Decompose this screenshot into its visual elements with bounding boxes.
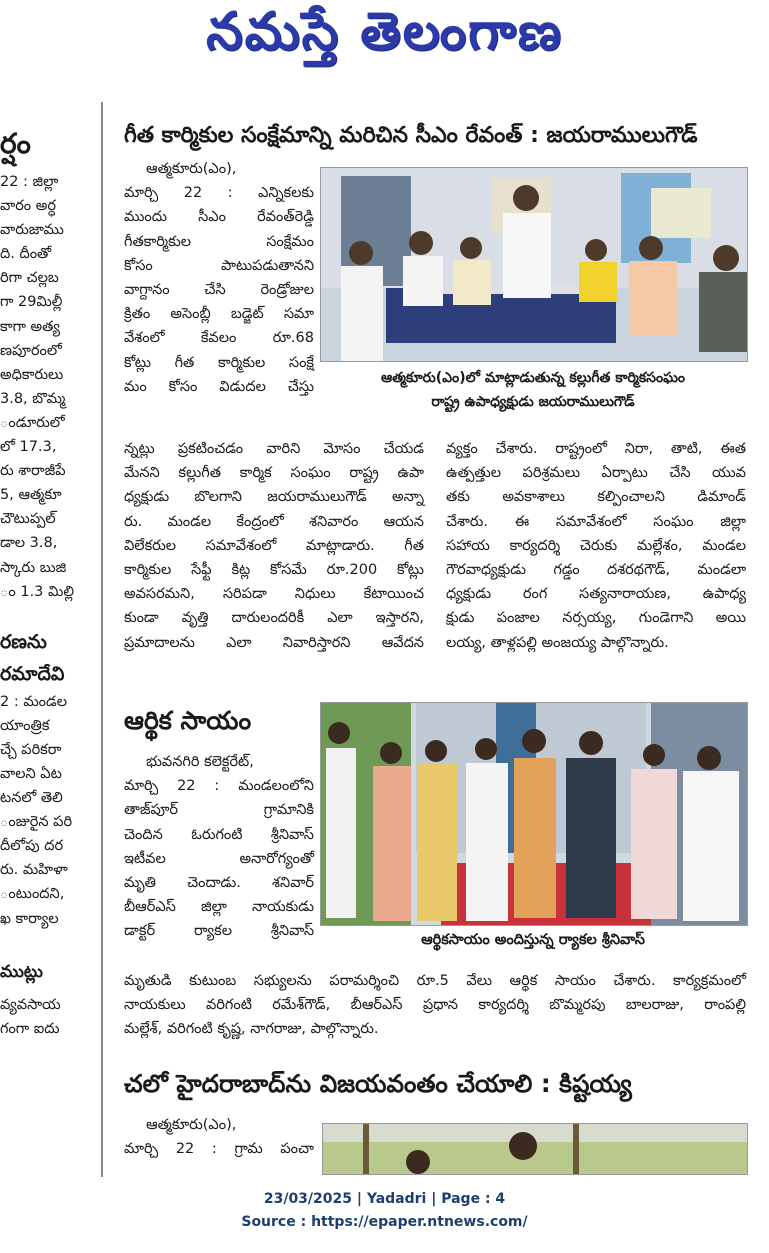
text-line: తాజ్‌పూర్ గ్రామానికి: [124, 802, 314, 819]
text-line: వారం అర్ధ: [0, 198, 56, 215]
text-line: చ్చే పరికరా: [0, 741, 62, 758]
text-line: కార్మికుల సేఫ్టీ కిట్ల కోసమే రూ.200 కోట్లు: [124, 562, 424, 579]
text-line: మార్చి 22 : మండలంలోని: [124, 778, 314, 795]
text-line: వ్యవసాయ: [0, 996, 61, 1013]
text-line: మార్చి 22 : గ్రామ పంచా: [124, 1141, 314, 1158]
text-line: 2 : మండల: [0, 693, 68, 710]
article2-headline: ఆర్థిక సాయం: [124, 706, 252, 735]
text-line: వేశంలో కేవలం రూ.68: [124, 330, 314, 347]
text-line: వారుజాము: [0, 222, 64, 239]
text-line: యాంత్రిక: [0, 717, 50, 734]
text-line: రు. మండల కేంద్రంలో శనివారం ఆయన: [124, 513, 424, 530]
article1-body-right: [446, 437, 746, 655]
masthead-title: నమస్తే తెలంగాణ: [206, 2, 563, 62]
left-heading-1: ర్షం: [0, 127, 31, 160]
text-line: స్కారు బుజి: [0, 559, 67, 576]
text-line: క్రితం అసెంబ్లీ బడ్జెట్ సమా: [124, 306, 314, 323]
text-line: లో 17.3,: [0, 439, 57, 456]
text-line: కాగా అత్య: [0, 318, 60, 335]
text-line: క్షుడు పంజాల నర్సయ్య, గుండెగాని అయి: [446, 610, 746, 627]
text-line: నాయకులు వరిగంటి రమేశ్‌గౌడ్, బీఆర్‌ఎస్ ప్రధాన కార్యదర్శి బొమ్మరపు బాలరాజు, రాంపల్లి: [124, 997, 746, 1014]
footer-date-edition: 23/03/2025 | Yadadri | Page : 4: [263, 1191, 506, 1207]
article3-headline: చలో హైదరాబాద్‌ను విజయవంతం చేయాలి : కిష్టయ్య: [124, 1069, 632, 1098]
text-line: 5, ఆత్మకూ: [0, 487, 62, 504]
text-line: విలేకరుల సమావేశంలో మాట్లాడారు. గీత: [124, 537, 424, 554]
text-line: న్నట్లు ప్రకటించడం వారిని మోసం చేయడ: [124, 441, 424, 457]
text-line: వాగ్దానం చేసి రెండ్రోజుల: [124, 282, 314, 299]
left-column: [0, 108, 98, 1041]
text-line: ఖ కార్యాల: [0, 910, 59, 927]
text-line: రిగా చల్లబ: [0, 270, 59, 287]
text-line: గీతకార్మికుల సంక్షేమం: [124, 233, 314, 250]
text-line: 22 : జిల్లా: [0, 174, 59, 190]
text-line: ధ్యక్షుడు రంగ సత్యనారాయణ, ఉపాధ్య: [446, 586, 746, 603]
text-line: ది. దీంతో: [0, 246, 52, 263]
text-line: మృతుడి కుటుంబ సభ్యులను పరామర్శించి రూ.5 వేలు ఆర్థిక సాయం చేశారు. కార్యక్రమంలో: [124, 973, 746, 989]
text-line: ణపూరంలో: [0, 342, 62, 359]
masthead: [0, 0, 769, 78]
left-lines-2: [0, 690, 98, 931]
column-divider: [101, 102, 103, 1177]
text-line: ంజురైన పరి: [0, 814, 73, 831]
text-line: ధ్యక్షుడు బొలగాని జయరాములుగౌడ్ అన్నా: [124, 489, 424, 506]
text-line: అధికారులు: [0, 366, 64, 383]
text-line: మృతి చెందాడు. శనివార్: [124, 875, 314, 892]
text-line: కుండా వృత్తి దారులందరికీ ఎలా ఇస్తారని,: [124, 610, 424, 627]
text-line: చౌటుప్పల్: [0, 511, 56, 528]
text-line: వాలని ఏట: [0, 765, 62, 782]
text-line: ఉత్పత్తుల పరిశ్రమలు ఏర్పాటు చేసి యువ: [446, 465, 746, 482]
left-heading-2a: రణను: [0, 630, 47, 653]
text-line: డాల 3.8,: [0, 535, 58, 552]
text-line: 3.8, బొమ్మ: [0, 390, 66, 407]
article2-caption: ఆర్థికసాయం అందిస్తున్న ర్యాకల శ్రీనివాస్: [421, 932, 645, 948]
article3-body-narrow: [124, 1113, 314, 1161]
text-line: డాక్టర్ ర్యాకల శ్రీనివాస్: [124, 923, 314, 940]
text-line: లయ్య, తాళ్లపల్లి అంజయ్య పాల్గొన్నారు.: [446, 634, 669, 651]
left-lines-3: [0, 993, 98, 1041]
text-line: ఆత్మకూరు(ఎం),: [146, 1117, 237, 1133]
left-heading-2b: రమాదేవి: [0, 662, 65, 685]
article3-photo-image: [323, 1124, 747, 1174]
article1-body-narrow: [124, 157, 314, 399]
article1-photo-image: [321, 168, 747, 361]
footer-source-link[interactable]: Source : https://epaper.ntnews.com/: [241, 1214, 528, 1230]
text-line: మేనని కల్లుగీత కార్మిక సంఘం రాష్ట్ర ఉపా: [124, 465, 424, 482]
text-line: రు శారాజీపే: [0, 463, 66, 480]
text-line: గౌరవాధ్యక్షుడు గడ్డం దశరథగౌడ్, మండలా: [446, 562, 746, 579]
text-line: ండూరులో: [0, 414, 65, 431]
text-line: బీఆర్‌ఎస్ జిల్లా నాయకుడు: [124, 899, 314, 916]
text-line: టనలో తెలి: [0, 790, 63, 807]
text-line: మల్లేశ్, వరిగంటి కృష్ణ, నాగరాజు, పాల్గొన్నారు.: [124, 1021, 379, 1038]
text-line: కోసం పాటుపడుతానని: [124, 257, 314, 274]
article1-caption: [320, 366, 746, 414]
article1-caption-line2: రాష్ట్ర ఉపాధ్యక్షుడు జయరాములుగౌడ్: [431, 394, 635, 410]
text-line: మం కోసం విడుదల చేస్తు: [124, 378, 314, 395]
text-line: సహాయ కార్యదర్శి చెరుకు మల్లేశం, మండల: [446, 537, 746, 554]
article1-caption-line1: ఆత్మకూరు(ఎం)లో మాట్లాడుతున్న కల్లుగీత కార్మికసంఘం: [380, 370, 686, 386]
article2-body-narrow: [124, 750, 314, 944]
text-line: తకు అవకాశాలు కల్పించాలని డిమాండ్: [446, 489, 746, 506]
article1-headline: గీత కార్మికుల సంక్షేమాన్ని మరిచిన సీఎం రేవంత్ : జయరాములుగౌడ్: [124, 123, 698, 148]
article2-photo: [320, 702, 748, 926]
text-line: మార్చి 22 : ఎన్నికలకు: [124, 185, 314, 202]
article3-photo: [322, 1123, 748, 1175]
text-line: గంగా ఐదు: [0, 1020, 60, 1037]
article1-photo: [320, 167, 748, 362]
text-line: ం 1.3 మిల్లి: [0, 583, 74, 600]
text-line: అవసరమని, సరిపడా నిధులు కేటాయించ: [124, 586, 424, 603]
text-line: కోట్లు గీత కార్మికుల సంక్షే: [124, 354, 314, 371]
left-lines-1: [0, 170, 98, 604]
article1-body-mid: [124, 437, 424, 655]
text-line: భువనగిరి కలెక్టరేట్,: [146, 754, 254, 770]
text-line: దీలోపు దర: [0, 838, 64, 855]
text-line: చేశారు. ఈ సమావేశంలో సంఘం జిల్లా: [446, 513, 746, 530]
left-heading-3: ముట్లు: [0, 961, 43, 982]
article2-body-full: [124, 969, 746, 1042]
text-line: చెందిన ఓరుగంటి శ్రీనివాస్: [124, 826, 314, 843]
article2-photo-image: [321, 703, 747, 925]
text-line: వ్యక్తం చేశారు. రాష్ట్రంలో నిరా, తాటి, ఈత: [446, 441, 746, 457]
text-line: రు. మహిళా: [0, 862, 68, 879]
text-line: గా 29మిల్లీ: [0, 294, 63, 311]
text-line: ఆత్మకూరు(ఎం),: [146, 161, 237, 177]
text-line: ఇటీవల అనారోగ్యంతో: [124, 850, 314, 867]
text-line: ప్రమాదాలను ఎలా నివారిస్తారని ఆవేదన: [124, 634, 424, 651]
text-line: ంటుందని,: [0, 886, 65, 903]
text-line: ముందు సీఎం రేవంత్‌రెడ్డి: [124, 209, 314, 226]
